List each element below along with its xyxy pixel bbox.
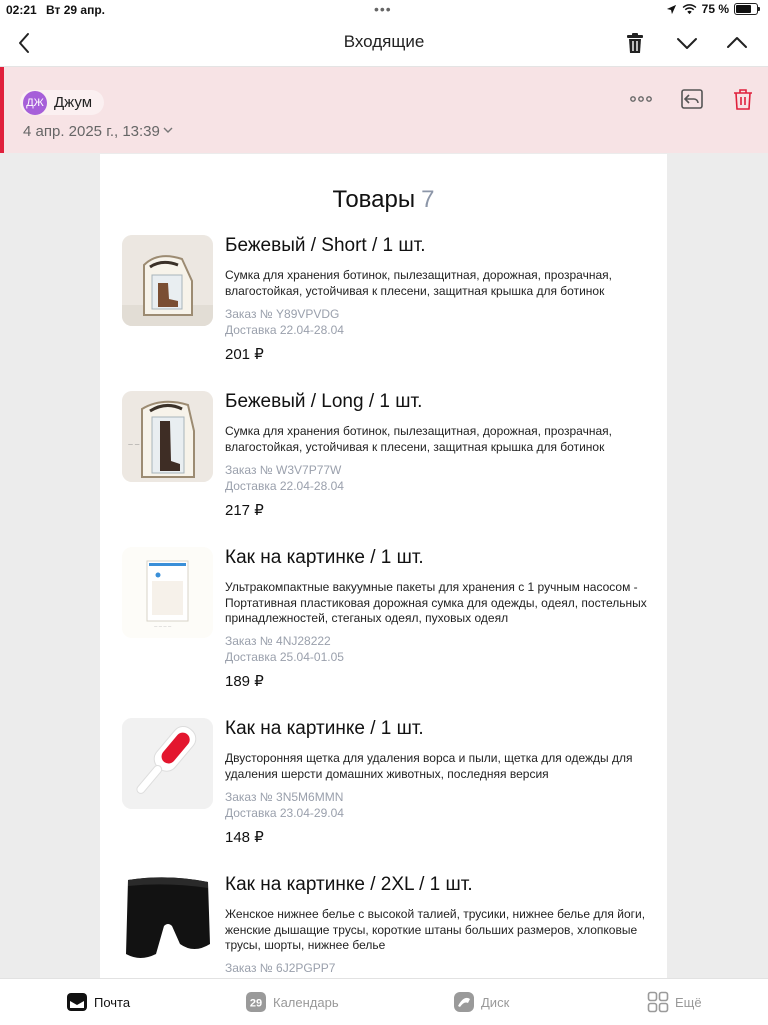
message-body bbox=[100, 154, 667, 978]
product-image-black-shorts[interactable] bbox=[122, 874, 213, 965]
product-description: Сумка для хранения ботинок, пылезащитная, дорожная, прозрачная, влагостойкая, устойчивая к плесени, защитная крышка для ботинок bbox=[225, 268, 612, 298]
product-description: Женское нижнее белье с высокой талией, трусики, нижнее белье для йоги, женские дышащие трусы, короткие штаны больших размеров, хлопковые трусы, шорты, нижнее белье bbox=[225, 907, 646, 952]
disk-icon bbox=[453, 991, 475, 1013]
tab-disk-label: Диск bbox=[481, 994, 510, 1010]
order-number: Заказ № 4NJ28222 bbox=[225, 634, 331, 648]
tab-disk[interactable] bbox=[453, 991, 509, 1013]
product-price: 189 ₽ bbox=[225, 673, 264, 690]
svg-text:— — — —: — — — — bbox=[154, 624, 172, 628]
more-dots-icon[interactable] bbox=[629, 87, 653, 111]
status-indicators bbox=[666, 2, 758, 16]
battery-percent: 75 % bbox=[701, 2, 729, 16]
nav-bar bbox=[0, 20, 768, 67]
battery-icon bbox=[734, 3, 758, 15]
chevron-down-icon bbox=[163, 125, 173, 135]
avatar: ДЖ bbox=[23, 91, 47, 115]
order-number: Заказ № 3N5M6MMN bbox=[225, 790, 344, 804]
mail-icon bbox=[66, 991, 88, 1013]
delivery-dates: Доставка 22.04-28.04 bbox=[225, 479, 344, 493]
product-image-vacuum-bags[interactable] bbox=[122, 547, 213, 638]
delivery-dates: Доставка 23.04-29.04 bbox=[225, 806, 344, 820]
calendar-icon bbox=[245, 991, 267, 1013]
trash-icon[interactable] bbox=[622, 30, 648, 56]
tab-mail[interactable] bbox=[66, 991, 130, 1013]
product-title[interactable]: Как на картинке / 1 шт. bbox=[225, 547, 424, 568]
tab-mail-label: Почта bbox=[94, 994, 131, 1010]
product-title[interactable]: Бежевый / Long / 1 шт. bbox=[225, 391, 423, 412]
sender-chip[interactable] bbox=[20, 90, 104, 115]
tab-more-label: Ещё bbox=[675, 994, 702, 1010]
tab-bar bbox=[0, 978, 768, 1025]
sender-name: Джум bbox=[54, 94, 93, 111]
svg-text:— —: — — bbox=[128, 442, 140, 448]
section-count: 7 bbox=[421, 186, 435, 213]
product-price: 217 ₽ bbox=[225, 502, 264, 519]
product-title[interactable]: Как на картинке / 1 шт. bbox=[225, 718, 424, 739]
product-image-lint-brush[interactable] bbox=[122, 718, 213, 809]
reply-icon[interactable] bbox=[680, 87, 704, 111]
wifi-icon bbox=[682, 4, 697, 15]
message-date[interactable] bbox=[23, 123, 173, 140]
status-date: Вт 29 апр. bbox=[46, 3, 105, 17]
tab-calendar[interactable] bbox=[245, 991, 339, 1013]
product-title[interactable]: Как на картинке / 2XL / 1 шт. bbox=[225, 874, 473, 895]
product-title[interactable]: Бежевый / Short / 1 шт. bbox=[225, 235, 426, 256]
section-title-text: Товары bbox=[332, 186, 416, 213]
previous-message-chevron-up-icon[interactable] bbox=[724, 30, 750, 56]
unread-stripe bbox=[0, 67, 4, 153]
more-grid-icon bbox=[647, 991, 669, 1013]
message-header bbox=[0, 67, 768, 153]
delivery-dates: Доставка 22.04-28.04 bbox=[225, 323, 344, 337]
product-image-boot-bag-short[interactable] bbox=[122, 235, 213, 326]
product-price: 148 ₽ bbox=[225, 829, 264, 846]
next-message-chevron-down-icon[interactable] bbox=[674, 30, 700, 56]
nav-title: Входящие bbox=[343, 32, 425, 51]
order-number: Заказ № 6J2PGPP7 bbox=[225, 961, 336, 975]
product-price: 201 ₽ bbox=[225, 346, 264, 363]
delete-trash-icon[interactable] bbox=[731, 87, 755, 111]
tab-more[interactable] bbox=[647, 991, 702, 1013]
product-image-boot-bag-long[interactable] bbox=[122, 391, 213, 482]
multitask-dots-icon[interactable]: ••• bbox=[374, 1, 392, 17]
status-bar bbox=[0, 0, 768, 20]
product-description: Ультракомпактные вакуумные пакеты для хранения с 1 ручным насосом - Портативная пластиковая дорожная сумка для одежды, одеял, постельных принадлежностей, стеганых одеял, пуховых одеял bbox=[225, 580, 647, 625]
order-number: Заказ № Y89VPVDG bbox=[225, 307, 340, 321]
delivery-dates: Доставка 25.04-01.05 bbox=[225, 650, 344, 664]
product-description: Сумка для хранения ботинок, пылезащитная, дорожная, прозрачная, влагостойкая, устойчивая к плесени, защитная крышка для ботинок bbox=[225, 424, 612, 454]
section-title bbox=[100, 186, 667, 214]
product-description: Двусторонняя щетка для удаления ворса и пыли, щетка для одежды для удаления шерсти домашних животных, последняя версия bbox=[225, 751, 633, 781]
calendar-icon-day: 29 bbox=[249, 997, 263, 1010]
tab-calendar-label: Календарь bbox=[273, 994, 339, 1010]
order-number: Заказ № W3V7P77W bbox=[225, 463, 342, 477]
location-icon bbox=[666, 4, 677, 15]
message-date-text: 4 апр. 2025 г., 13:39 bbox=[23, 123, 160, 140]
status-time: 02:21 bbox=[6, 3, 37, 17]
